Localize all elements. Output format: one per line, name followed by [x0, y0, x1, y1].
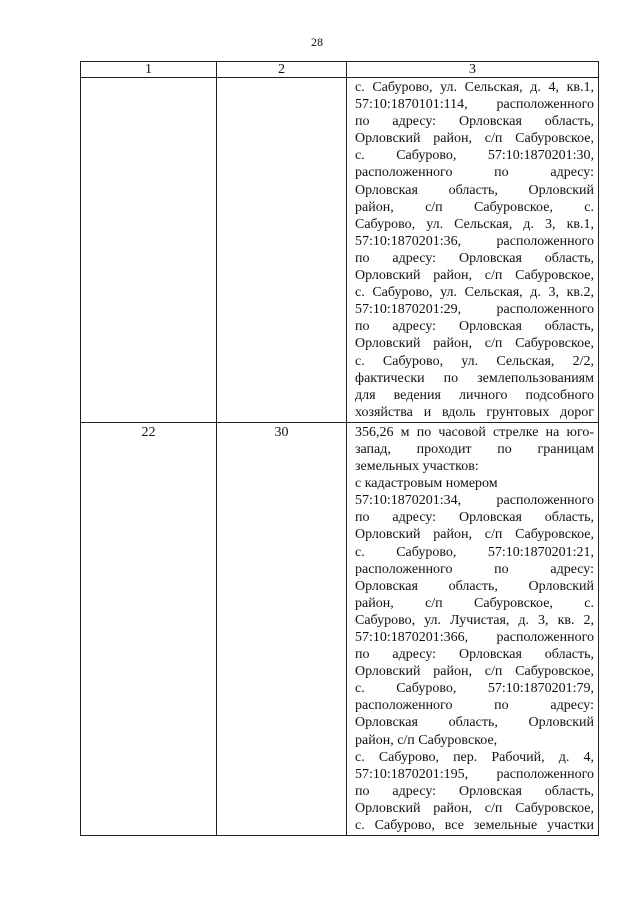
text-line: 57:10:1870201:29, расположенного	[355, 302, 594, 318]
text-line: с. Сабурово, ул. Сельская, д. 4, кв.1,	[355, 80, 594, 95]
text-line: запад, проходит по границам	[355, 441, 594, 457]
text-line: по адресу: Орловская область,	[355, 647, 594, 663]
text-line: расположенного по адресу:	[355, 698, 594, 714]
text-line: район, с/п Сабуровское, с.	[355, 595, 594, 611]
row1-description	[347, 78, 599, 423]
table-row	[81, 78, 599, 423]
text-line: с. Сабурово, все земельные участки	[355, 818, 594, 834]
text-line: район, с/п Сабуровское,	[355, 732, 498, 748]
text-line: 57:10:1870201:366, расположенного	[355, 630, 594, 645]
text-line: расположенного по адресу:	[355, 561, 594, 577]
text-line: 356,26 м по часовой стрелке на юго-	[355, 424, 594, 440]
text-line: фактически по землепользованиям	[355, 370, 594, 386]
text-line: с. Сабурово, пер. Рабочий, д. 4,	[355, 749, 594, 765]
text-line: Орловский район, с/п Сабуровское,	[355, 664, 594, 680]
text-line: Орловский район, с/п Сабуровское,	[355, 527, 594, 543]
row2-col1: 22	[81, 422, 217, 835]
text-line: 57:10:1870201:36, расположенного	[355, 233, 594, 249]
text-line: земельных участков:	[355, 459, 479, 475]
text-line: с. Сабурово, 57:10:1870201:79,	[355, 681, 594, 697]
text-line: с. Сабурово, 57:10:1870201:30,	[355, 148, 594, 164]
table-row	[81, 422, 599, 835]
text-line: с кадастровым номером	[355, 476, 498, 492]
header-col-2: 2	[217, 62, 347, 78]
text-line: по адресу: Орловская область,	[355, 783, 594, 799]
row2-description	[347, 422, 599, 835]
text-line: Сабурово, ул. Лучистая, д. 3, кв. 2,	[355, 612, 594, 628]
text-line: Орловский район, с/п Сабуровское,	[355, 131, 594, 147]
text-line: по адресу: Орловская область,	[355, 510, 594, 526]
text-line: с. Сабурово, 57:10:1870201:21,	[355, 544, 594, 560]
text-line: Орловский район, с/п Сабуровское,	[355, 336, 594, 352]
text-line: 57:10:1870201:34, расположенного	[355, 493, 594, 509]
text-line: Орловская область, Орловский	[355, 182, 594, 198]
text-line: Орловский район, с/п Сабуровское,	[355, 800, 594, 816]
header-col-1: 1	[81, 62, 217, 78]
row1-col2	[217, 78, 347, 423]
text-line: хозяйства и вдоль грунтовых дорог	[355, 404, 594, 420]
text-line: Сабурово, ул. Сельская, д. 3, кв.1,	[355, 216, 594, 232]
text-line: Орловский район, с/п Сабуровское,	[355, 268, 594, 284]
text-line: район, с/п Сабуровское, с.	[355, 199, 594, 215]
page-number: 28	[311, 35, 323, 49]
text-line: с. Сабурово, ул. Сельская, 2/2,	[355, 353, 594, 369]
row2-col2: 30	[217, 422, 347, 835]
text-line: расположенного по адресу:	[355, 165, 594, 181]
text-line: для ведения личного подсобного	[355, 387, 594, 403]
header-row	[81, 62, 599, 78]
text-line: 57:10:1870201:195, расположенного	[355, 766, 594, 782]
text-line: по адресу: Орловская область,	[355, 319, 594, 335]
text-line: Орловская область, Орловский	[355, 578, 594, 594]
text-line: 57:10:1870101:114, расположенного	[355, 97, 594, 113]
text-line: по адресу: Орловская область,	[355, 114, 594, 130]
text-line: с. Сабурово, ул. Сельская, д. 3, кв.2,	[355, 285, 594, 301]
boundary-table	[80, 61, 599, 836]
header-col-3: 3	[347, 62, 599, 78]
text-line: Орловская область, Орловский	[355, 715, 594, 731]
row1-col1	[81, 78, 217, 423]
text-line: по адресу: Орловская область,	[355, 250, 594, 266]
